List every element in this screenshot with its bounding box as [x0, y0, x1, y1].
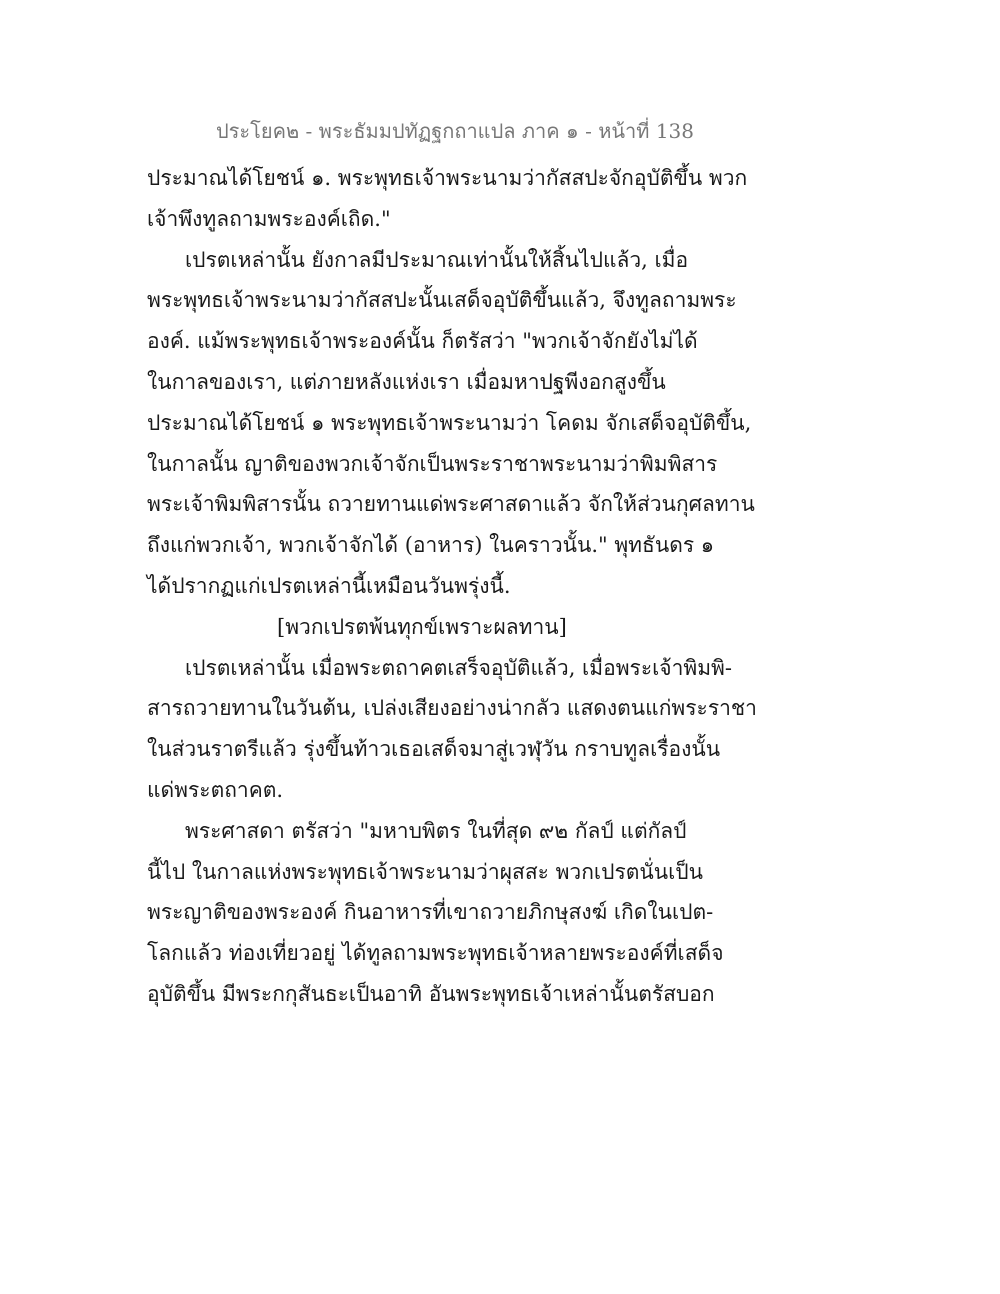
text-line: โลกแล้ว ท่องเที่ยวอยู่ ได้ทูลถามพระพุทธเจ้าหลายพระองค์ที่เสด็จ	[147, 941, 724, 966]
text-line: ถึงแก่พวกเจ้า, พวกเจ้าจักได้ (อาหาร) ในคราวนั้น." พุทธันดร ๑	[147, 533, 715, 558]
paragraph-start-line: เปรตเหล่านั้น ยังกาลมีประมาณเท่านั้นให้สิ้นไปแล้ว, เมื่อ	[185, 247, 689, 272]
text-line: พระพุทธเจ้าพระนามว่ากัสสปะนั้นเสด็จอุบัติขึ้นแล้ว, จึงทูลถามพระ	[147, 288, 737, 313]
text-line: องค์. แม้พระพุทธเจ้าพระองค์นั้น ก็ตรัสว่า "พวกเจ้าจักยังไม่ได้	[147, 329, 698, 354]
text-line: พระญาติของพระองค์ กินอาหารที่เขาถวายภิกษุสงฆ์ เกิดในเปต-	[147, 900, 714, 925]
text-line: ได้ปรากฏแก่เปรตเหล่านี้เหมือนวันพรุ่งนี้.	[147, 573, 511, 598]
text-line: ในกาลนั้น ญาติของพวกเจ้าจักเป็นพระราชาพระนามว่าพิมพิสาร	[147, 451, 718, 476]
section-heading: [พวกเปรตพ้นทุกข์เพราะผลทาน]	[277, 614, 567, 639]
paragraph-start-line: พระศาสดา ตรัสว่า "มหาบพิตร ในที่สุด ๙๒ กัลป์ แต่กัลป์	[185, 818, 687, 843]
text-line: ในกาลของเรา, แต่ภายหลังแห่งเรา เมื่อมหาปฐพีงอกสูงขึ้น	[147, 369, 666, 394]
text-line: ประมาณได้โยชน์ ๑ พระพุทธเจ้าพระนามว่า โคดม จักเสด็จอุบัติขึ้น,	[147, 410, 752, 435]
text-line: นี้ไป ในกาลแห่งพระพุทธเจ้าพระนามว่าผุสสะ พวกเปรตนั่นเป็น	[147, 859, 703, 884]
text-line: เจ้าพึงทูลถามพระองค์เถิด."	[147, 206, 391, 231]
text-line: ในส่วนราตรีแล้ว รุ่งขึ้นท้าวเธอเสด็จมาสู่เวฬุวัน กราบทูลเรื่องนั้น	[147, 737, 721, 762]
running-header: ประโยค๒ - พระธัมมปทัฏฐกถาแปล ภาค ๑ - หน้าที่ 138	[215, 119, 694, 143]
paragraph-start-line: เปรตเหล่านั้น เมื่อพระตถาคตเสร็จอุบัติแล้ว, เมื่อพระเจ้าพิมพิ-	[185, 655, 732, 680]
text-line: สารถวายทานในวันต้น, เปล่งเสียงอย่างน่ากลัว แสดงตนแก่พระราชา	[147, 696, 757, 721]
text-line: อุบัติขึ้น มีพระกกุสันธะเป็นอาทิ อันพระพุทธเจ้าเหล่านั้นตรัสบอก	[147, 981, 715, 1006]
text-line: ประมาณได้โยชน์ ๑. พระพุทธเจ้าพระนามว่ากัสสปะจักอุบัติขึ้น พวก	[147, 166, 748, 190]
body-text	[147, 158, 757, 1015]
text-line: พระเจ้าพิมพิสารนั้น ถวายทานแด่พระศาสดาแล้ว จักให้ส่วนกุศลทาน	[147, 492, 755, 517]
text-line: แด่พระตถาคต.	[147, 777, 284, 802]
